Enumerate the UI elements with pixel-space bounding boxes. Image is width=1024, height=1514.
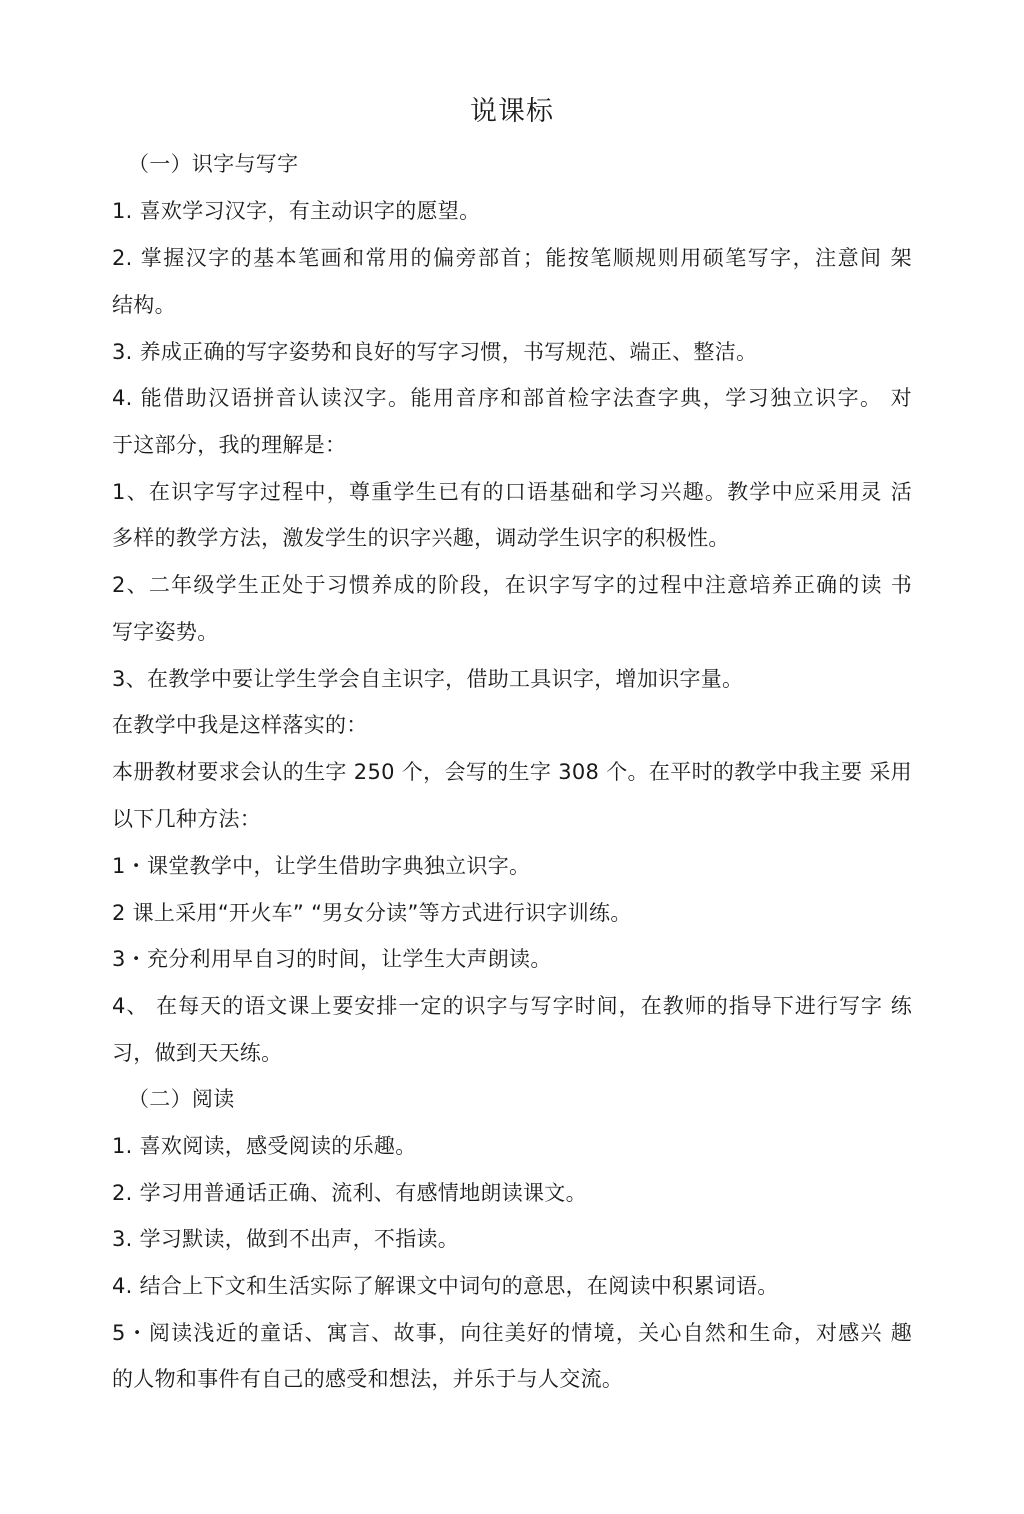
paragraph-line: 1・课堂教学中，让学生借助字典独立识字。 <box>112 854 531 878</box>
paragraph-line: 于这部分，我的理解是： <box>112 433 347 457</box>
paragraph-line: 2. 掌握汉字的基本笔画和常用的偏旁部首；能按笔顺规则用硕笔写字，注意间 架 <box>112 246 912 270</box>
paragraph-line: 5・阅读浅近的童话、寓言、故事，向往美好的情境，关心自然和生命，对感兴 趣 <box>112 1321 912 1345</box>
paragraph-line: 3、在教学中要让学生学会自主识字，借助工具识字，增加识字量。 <box>112 667 744 691</box>
paragraph-line: 1、在识字写字过程中，尊重学生已有的口语基础和学习兴趣。教学中应采用灵 活 <box>112 480 912 504</box>
paragraph-line: 以下几种方法： <box>112 807 262 831</box>
page-title: 说课标 <box>470 96 554 127</box>
paragraph-line: 2. 学习用普通话正确、流利、有感情地朗读课文。 <box>112 1181 587 1205</box>
paragraph-line: 习，做到天天练。 <box>112 1041 283 1065</box>
paragraph-line: 结构。 <box>112 293 176 317</box>
section-heading-literacy: （一）识字与写字 <box>128 152 299 176</box>
paragraph-line: 3. 学习默读，做到不出声，不指读。 <box>112 1227 460 1251</box>
paragraph-line: 2、二年级学生正处于习惯养成的阶段，在识字写字的过程中注意培养正确的读 书 <box>112 573 912 597</box>
paragraph-line: 1. 喜欢学习汉字，有主动识字的愿望。 <box>112 199 481 223</box>
paragraph-line: 4、 在每天的语文课上要安排一定的识字与写字时间，在教师的指导下进行写字 练 <box>112 994 912 1018</box>
paragraph-line: 本册教材要求会认的生字 250 个，会写的生字 308 个。在平时的教学中我主要 采用 <box>112 760 912 784</box>
paragraph-line: 1. 喜欢阅读，感受阅读的乐趣。 <box>112 1134 417 1158</box>
paragraph-line: 4. 能借助汉语拼音认读汉字。能用音序和部首检字法查字典，学习独立识字。 对 <box>112 386 912 410</box>
paragraph-line: 3・充分利用早自习的时间，让学生大声朗读。 <box>112 947 552 971</box>
paragraph-line: 多样的教学方法，激发学生的识字兴趣，调动学生识字的积极性。 <box>112 526 730 550</box>
paragraph-line: 4. 结合上下文和生活实际了解课文中词句的意思，在阅读中积累词语。 <box>112 1274 779 1298</box>
section-heading-reading: （二）阅读 <box>128 1087 235 1111</box>
paragraph-line: 写字姿势。 <box>112 620 219 644</box>
paragraph-line: 2 课上采用“开火车” “男女分读”等方式进行识字训练。 <box>112 901 632 925</box>
paragraph-line: 在教学中我是这样落实的： <box>112 713 368 737</box>
paragraph-line: 3. 养成正确的写字姿势和良好的写字习惯，书写规范、端正、整洁。 <box>112 340 758 364</box>
paragraph-line: 的人物和事件有自己的感受和想法，并乐于与人交流。 <box>112 1367 624 1391</box>
